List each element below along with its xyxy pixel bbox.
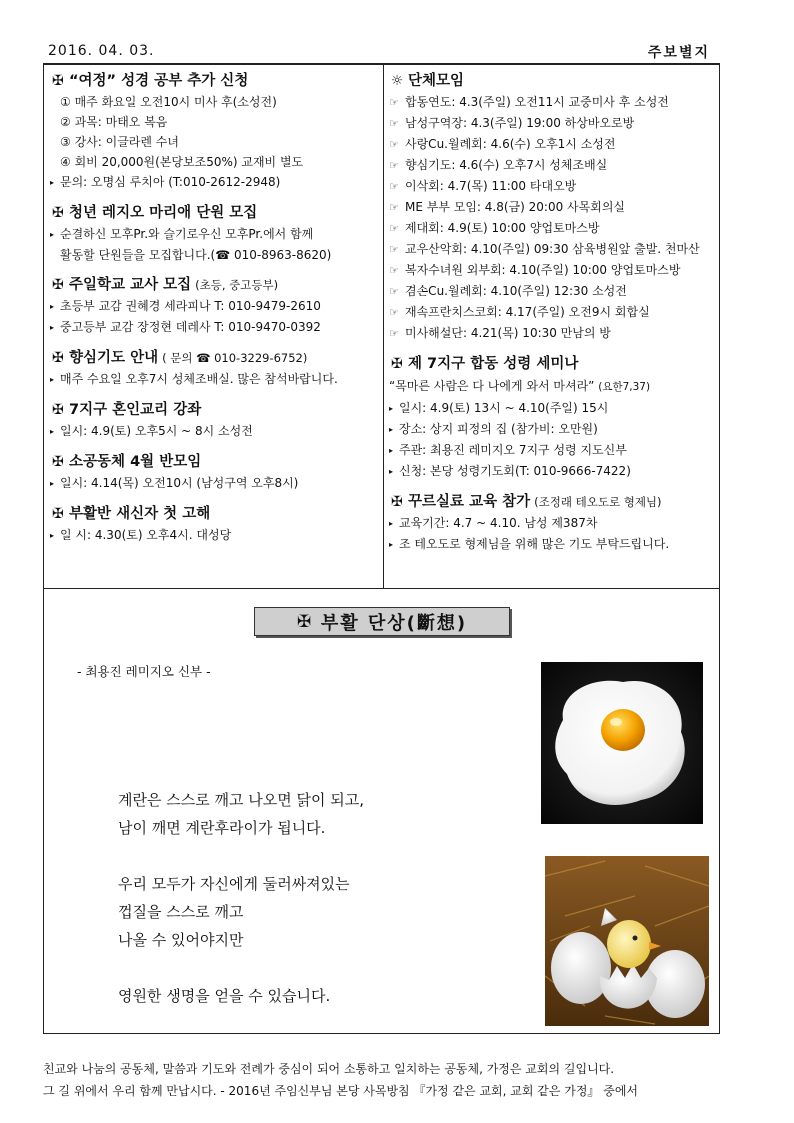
pointing-hand-icon: ☞ xyxy=(389,222,399,235)
quote-reference: (요한7,37) xyxy=(598,381,651,393)
section-note: ( 문의 ☎ 010-3229-6752) xyxy=(162,351,308,365)
cross-icon: ✠ xyxy=(391,494,403,510)
text-line: 껍질을 스스로 깨고 xyxy=(118,903,244,921)
list-item: 장소: 상지 피정의 집 (참가비: 오만원) xyxy=(399,422,598,436)
cursillo-section xyxy=(389,491,714,555)
list-item: 중고등부 교감 장정현 데레사 T: 010-9470-0392 xyxy=(60,320,321,334)
list-item: ③ 강사: 이글라렌 수녀 xyxy=(60,135,179,149)
section-title: 꾸르실료 교육 참가 xyxy=(408,494,531,510)
section-title: “여정” 성경 공부 추가 신청 xyxy=(69,73,249,89)
section-title: 청년 레지오 마리애 단원 모집 xyxy=(69,205,258,221)
list-item: 남성구역장: 4.3(주일) 19:00 하상바오로방 xyxy=(405,116,635,130)
bible-quote: “목마른 사람은 다 나에게 와서 마셔라” xyxy=(389,379,595,393)
text-line: 남이 깨면 계란후라이가 됩니다. xyxy=(118,819,326,837)
bullet-icon: ▸ xyxy=(50,427,55,436)
section-title: 주일학교 교사 모집 xyxy=(69,277,192,293)
list-item: 복자수녀원 외부회: 4.10(주일) 10:00 양업토마스방 xyxy=(405,263,681,277)
left-column xyxy=(50,70,380,555)
list-item: 이삭회: 4.7(목) 11:00 타대오방 xyxy=(405,179,577,193)
cross-icon: ✠ xyxy=(52,402,64,418)
legio-section xyxy=(50,202,380,265)
cross-icon: ✠ xyxy=(52,205,64,221)
seminar-section xyxy=(389,353,714,482)
bullet-icon: ▸ xyxy=(389,540,394,549)
small-community-section xyxy=(50,451,380,494)
text-line: 나올 수 있어야지만 xyxy=(118,931,244,949)
section-title: 단체모임 xyxy=(408,73,465,89)
section-divider xyxy=(43,588,720,589)
sunday-school-section xyxy=(50,274,380,338)
pointing-hand-icon: ☞ xyxy=(389,159,399,172)
section-note: (조정래 테오도로 형제님) xyxy=(534,495,662,509)
bulletin-date: 2016. 04. 03. xyxy=(48,43,155,59)
pointing-hand-icon: ☞ xyxy=(389,117,399,130)
section-title: 부활반 새신자 첫 고해 xyxy=(69,506,211,522)
cross-icon: ✠ xyxy=(52,350,64,366)
text-line: 우리 모두가 자신에게 둘러싸져있는 xyxy=(118,875,350,893)
list-item: 순결하신 모후Pr.와 슬기로우신 모후Pr.에서 함께 xyxy=(60,227,314,241)
right-column xyxy=(389,70,714,564)
list-item: 일시: 4.14(목) 오전10시 (남성구역 오후8시) xyxy=(60,476,299,490)
list-item: 일시: 4.9(토) 13시 ~ 4.10(주일) 15시 xyxy=(399,401,609,415)
section-title: 7지구 혼인교리 강좌 xyxy=(69,402,202,418)
sun-icon: ☼ xyxy=(390,73,404,89)
bible-study-section xyxy=(50,70,380,193)
centering-prayer-section xyxy=(50,347,380,390)
cross-icon: ✠ xyxy=(391,356,403,372)
list-item: 매주 수요일 오후7시 성체조배실. 많은 참석바랍니다. xyxy=(60,372,338,386)
bullet-icon: ▸ xyxy=(50,531,55,540)
list-item: 일 시: 4.30(토) 오후4시. 대성당 xyxy=(60,528,232,542)
pointing-hand-icon: ☞ xyxy=(389,285,399,298)
list-item: 재속프란치스코회: 4.17(주일) 오전9시 회합실 xyxy=(405,305,650,319)
list-item: ④ 회비 20,000원(본당보조50%) 교재비 별도 xyxy=(60,155,304,169)
bullet-icon: ▸ xyxy=(389,404,394,413)
list-item: 교우산악회: 4.10(주일) 09:30 삼육병원앞 출발. 천마산 xyxy=(405,242,700,256)
list-item: 겸손Cu.월례회: 4.10(주일) 12:30 소성전 xyxy=(405,284,627,298)
text-line: 영원한 생명을 얻을 수 있습니다. xyxy=(118,987,331,1005)
pointing-hand-icon: ☞ xyxy=(389,264,399,277)
bullet-icon: ▸ xyxy=(50,178,55,187)
list-item: ② 과목: 마태오 복음 xyxy=(60,115,168,129)
pointing-hand-icon: ☞ xyxy=(389,201,399,214)
list-item: 문의: 오명심 루치아 (T:010-2612-2948) xyxy=(60,175,281,189)
list-item: 초등부 교감 권혜경 세라피나 T: 010-9479-2610 xyxy=(60,299,321,313)
fried-egg-image xyxy=(541,662,703,824)
bullet-icon: ▸ xyxy=(50,302,55,311)
meditation-banner xyxy=(254,607,510,636)
bullet-icon: ▸ xyxy=(50,230,55,239)
confession-section xyxy=(50,503,380,546)
list-item: 합동연도: 4.3(주일) 오전11시 교중미사 후 소성전 xyxy=(405,95,669,109)
pointing-hand-icon: ☞ xyxy=(389,180,399,193)
footer xyxy=(43,1058,733,1102)
text-line: 계란은 스스로 깨고 나오면 닭이 되고, xyxy=(118,791,364,809)
pointing-hand-icon: ☞ xyxy=(389,327,399,340)
footer-line: 친교와 나눔의 공동체, 말씀과 기도와 전례가 중심이 되어 소통하고 일치하는 공동체, 가정은 교회의 길입니다. xyxy=(43,1062,615,1076)
list-item: 미사해설단: 4.21(목) 10:30 만남의 방 xyxy=(405,326,611,340)
pointing-hand-icon: ☞ xyxy=(389,96,399,109)
list-item: 향심기도: 4.6(수) 오후7시 성체조배실 xyxy=(405,158,608,172)
footer-line: 그 길 위에서 우리 함께 만납시다. - 2016년 주임신부님 본당 사목방침 『가정 같은 교회, 교회 같은 가정』 중에서 xyxy=(43,1084,639,1098)
bullet-icon: ▸ xyxy=(50,479,55,488)
list-item: 신청: 본당 성령기도회(T: 010-9666-7422) xyxy=(399,464,631,478)
paragraph xyxy=(118,982,364,1010)
cross-icon: ✠ xyxy=(52,454,64,470)
pointing-hand-icon: ☞ xyxy=(389,243,399,256)
list-item: 제대회: 4.9(토) 10:00 양업토마스방 xyxy=(405,221,600,235)
section-note: (초등, 중고등부) xyxy=(195,278,279,292)
bulletin-title: 주보별지 xyxy=(647,45,710,61)
list-item: ① 매주 화요일 오전10시 미사 후(소성전) xyxy=(60,95,277,109)
list-item-continued: 활동할 단원들을 모집합니다.(☎ 010-8963-8620) xyxy=(60,248,332,262)
list-item: 조 테오도로 형제님을 위해 많은 기도 부탁드립니다. xyxy=(399,537,670,551)
cross-icon: ✠ xyxy=(52,277,64,293)
cross-icon: ✠ xyxy=(296,611,314,632)
bullet-icon: ▸ xyxy=(389,446,394,455)
paragraph xyxy=(118,786,364,842)
cross-icon: ✠ xyxy=(52,506,64,522)
bullet-icon: ▸ xyxy=(389,425,394,434)
section-title: 제 7지구 합동 성령 세미나 xyxy=(408,356,579,372)
cross-icon: ✠ xyxy=(52,73,64,89)
bullet-icon: ▸ xyxy=(389,467,394,476)
hatching-chick-image xyxy=(545,856,709,1026)
list-item: 주관: 최용진 레미지오 7지구 성령 지도신부 xyxy=(399,443,627,457)
paragraph xyxy=(118,870,364,954)
marriage-class-section xyxy=(50,399,380,442)
meditation-body xyxy=(118,786,364,1038)
section-title: 소공동체 4월 반모임 xyxy=(69,454,202,470)
pointing-hand-icon: ☞ xyxy=(389,306,399,319)
meditation-title: 부활 단상(斷想) xyxy=(320,612,468,634)
list-item: ME 부부 모임: 4.8(금) 20:00 사목회의실 xyxy=(405,200,626,214)
top-rule xyxy=(43,63,720,65)
bullet-icon: ▸ xyxy=(389,519,394,528)
bullet-icon: ▸ xyxy=(50,375,55,384)
list-item: 사랑Cu.월례회: 4.6(수) 오후1시 소성전 xyxy=(405,137,616,151)
list-item: 일시: 4.9(토) 오후5시 ~ 8시 소성전 xyxy=(60,424,253,438)
pointing-hand-icon: ☞ xyxy=(389,138,399,151)
list-item: 교육기간: 4.7 ~ 4.10. 남성 제387차 xyxy=(399,516,598,530)
section-title: 향심기도 안내 xyxy=(69,350,159,366)
group-meetings-section xyxy=(389,70,714,344)
meditation-author: - 최용진 레미지오 신부 - xyxy=(77,664,211,679)
column-divider xyxy=(383,64,384,588)
bullet-icon: ▸ xyxy=(50,323,55,332)
